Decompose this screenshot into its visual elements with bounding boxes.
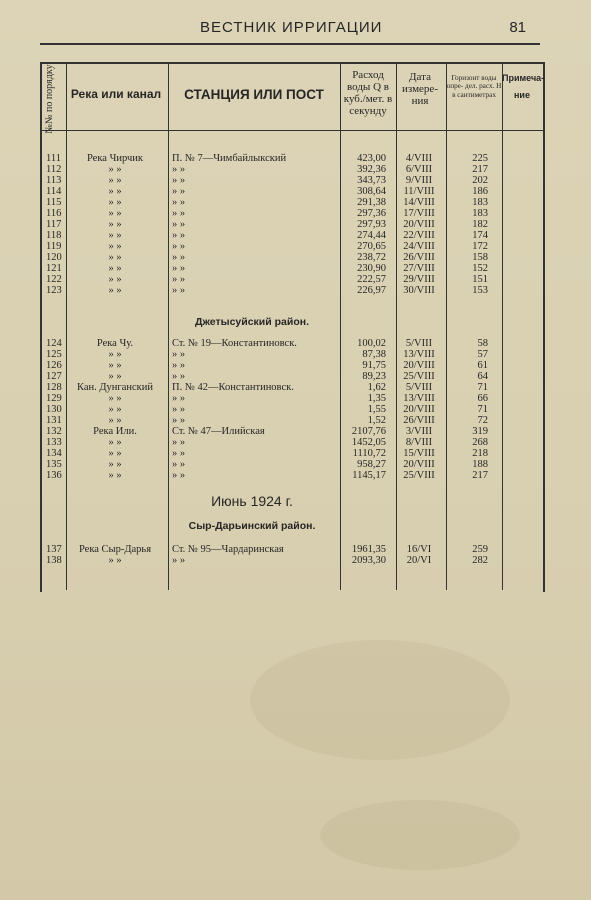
discharge-cell: 1,52 (367, 415, 386, 426)
row-number: 121 (46, 263, 62, 274)
date-cell: 22/VIII (403, 230, 435, 241)
level-cell: 61 (477, 360, 488, 371)
date-cell: 5/VIII (405, 382, 433, 393)
level-cell: 319 (472, 426, 488, 437)
table-row (40, 219, 541, 230)
station-cell: Ст. № 19—Константиновск. (172, 338, 297, 349)
river-cell: » » (108, 274, 122, 285)
table-row (40, 371, 541, 382)
row-number: 119 (46, 241, 62, 252)
river-cell: » » (108, 164, 122, 175)
date-cell: 4/VIII (405, 153, 433, 164)
discharge-cell: 958,27 (357, 459, 386, 470)
date-cell: 17/VIII (403, 208, 435, 219)
date-cell: 20/VI (406, 555, 432, 566)
table-row (40, 252, 541, 263)
river-cell: » » (108, 393, 122, 404)
table-row (40, 349, 541, 360)
river-cell: » » (108, 437, 122, 448)
page-number: 81 (509, 19, 526, 36)
station-cell: » » (172, 230, 186, 241)
river-cell: Река Чирчик (86, 153, 144, 164)
date-cell: 26/VIII (403, 415, 435, 426)
header-number: №№ по порядку (44, 64, 55, 134)
date-cell: 29/VIII (403, 274, 435, 285)
level-cell: 58 (477, 338, 488, 349)
table-row (40, 404, 541, 415)
discharge-cell: 423,00 (357, 153, 386, 164)
row-number: 137 (46, 544, 62, 555)
river-cell: » » (108, 252, 122, 263)
river-cell: » » (108, 349, 122, 360)
row-number: 120 (46, 252, 62, 263)
level-cell: 152 (472, 263, 488, 274)
station-cell: Ст. № 47—Илийская (172, 426, 265, 437)
table-row (40, 175, 541, 186)
level-cell: 72 (477, 415, 488, 426)
date-cell: 8/VIII (405, 437, 433, 448)
date-cell: 20/VIII (403, 219, 435, 230)
discharge-cell: 1,35 (367, 393, 386, 404)
date-cell: 13/VIII (403, 393, 435, 404)
table-row (40, 470, 541, 481)
river-cell: » » (108, 285, 122, 296)
river-cell: » » (108, 415, 122, 426)
date-cell: 20/VIII (403, 360, 435, 371)
discharge-cell: 308,64 (357, 186, 386, 197)
row-number: 129 (46, 393, 62, 404)
station-cell: » » (172, 197, 186, 208)
river-cell: » » (108, 197, 122, 208)
row-number: 136 (46, 470, 62, 481)
table-row (40, 555, 541, 566)
river-cell: » » (108, 371, 122, 382)
row-number: 130 (46, 404, 62, 415)
discharge-cell: 392,36 (357, 164, 386, 175)
station-cell: » » (172, 470, 186, 481)
level-cell: 186 (472, 186, 488, 197)
river-cell: » » (108, 448, 122, 459)
row-number: 113 (46, 175, 62, 186)
table-row (40, 338, 541, 349)
station-cell: » » (172, 285, 186, 296)
river-cell: » » (108, 555, 122, 566)
row-number: 125 (46, 349, 62, 360)
table-row (40, 186, 541, 197)
discharge-cell: 1961,35 (351, 544, 386, 555)
station-cell: П. № 42—Константиновск. (172, 382, 294, 393)
river-cell: » » (108, 219, 122, 230)
row-number: 117 (46, 219, 62, 230)
station-cell: » » (172, 274, 186, 285)
row-number: 134 (46, 448, 62, 459)
date-cell: 30/VIII (403, 285, 435, 296)
station-cell: » » (172, 448, 186, 459)
row-number: 116 (46, 208, 62, 219)
level-cell: 174 (472, 230, 488, 241)
header-note: Примеча- ние (502, 73, 545, 101)
discharge-cell: 1,55 (367, 404, 386, 415)
date-cell: 9/VIII (405, 175, 433, 186)
date-cell: 25/VIII (403, 470, 435, 481)
region-heading: Сыр-Дарьинский район. (188, 520, 316, 532)
table-row (40, 285, 541, 296)
discharge-cell: 91,75 (362, 360, 386, 371)
date-cell: 15/VIII (403, 448, 435, 459)
row-number: 114 (46, 186, 62, 197)
discharge-cell: 297,36 (357, 208, 386, 219)
level-cell: 64 (477, 371, 488, 382)
row-number: 138 (46, 555, 62, 566)
table-row (40, 437, 541, 448)
discharge-cell: 89,23 (362, 371, 386, 382)
station-cell: » » (172, 404, 186, 415)
discharge-cell: 2107,76 (351, 426, 386, 437)
level-cell: 71 (477, 404, 488, 415)
level-cell: 151 (472, 274, 488, 285)
station-cell: » » (172, 555, 186, 566)
date-cell: 11/VIII (403, 186, 435, 197)
row-number: 118 (46, 230, 62, 241)
river-cell: » » (108, 459, 122, 470)
table-row (40, 393, 541, 404)
journal-title: ВЕСТНИК ИРРИГАЦИИ (200, 19, 383, 36)
date-cell: 24/VIII (403, 241, 435, 252)
table-row (40, 164, 541, 175)
level-cell: 183 (472, 208, 488, 219)
river-cell: Кан. Дунганский (76, 382, 153, 393)
river-cell: » » (108, 404, 122, 415)
date-cell: 27/VIII (403, 263, 435, 274)
region-heading: Джетысуйский район. (194, 316, 310, 328)
level-cell: 57 (477, 349, 488, 360)
level-cell: 282 (472, 555, 488, 566)
date-cell: 20/VIII (403, 459, 435, 470)
row-number: 132 (46, 426, 62, 437)
station-cell: » » (172, 437, 186, 448)
header-station: СТАНЦИЯ ИЛИ ПОСТ (184, 87, 324, 102)
row-number: 124 (46, 338, 62, 349)
discharge-cell: 343,73 (357, 175, 386, 186)
table-row (40, 230, 541, 241)
station-cell: » » (172, 241, 186, 252)
row-number: 126 (46, 360, 62, 371)
row-number: 115 (46, 197, 62, 208)
header-date: Дата измере- ния (402, 71, 438, 107)
river-cell: » » (108, 230, 122, 241)
table-row (40, 360, 541, 371)
row-number: 135 (46, 459, 62, 470)
station-cell: » » (172, 349, 186, 360)
row-number: 127 (46, 371, 62, 382)
row-number: 123 (46, 285, 62, 296)
discharge-cell: 291,38 (357, 197, 386, 208)
discharge-cell: 1145,17 (352, 470, 386, 481)
header-level: Горизонт воды опре- дел. расх. H в сантиметрах (446, 74, 502, 99)
table-body (40, 0, 545, 900)
month-heading: Июнь 1924 г. (211, 493, 293, 509)
date-cell: 26/VIII (403, 252, 435, 263)
date-cell: 5/VIII (405, 338, 433, 349)
station-cell: » » (172, 360, 186, 371)
river-cell: Река Или. (93, 426, 137, 437)
river-cell: » » (108, 175, 122, 186)
river-cell: Река Чу. (96, 338, 134, 349)
date-cell: 16/VI (406, 544, 432, 555)
level-cell: 66 (477, 393, 488, 404)
station-cell: » » (172, 459, 186, 470)
table-row (40, 415, 541, 426)
level-cell: 182 (472, 219, 488, 230)
table-row (40, 382, 541, 393)
river-cell: » » (108, 263, 122, 274)
table-row (40, 274, 541, 285)
date-cell: 20/VIII (403, 404, 435, 415)
date-cell: 3/VIII (405, 426, 433, 437)
discharge-cell: 222,57 (357, 274, 386, 285)
station-cell: » » (172, 164, 186, 175)
level-cell: 183 (472, 197, 488, 208)
discharge-cell: 87,38 (362, 349, 386, 360)
row-number: 112 (46, 164, 62, 175)
discharge-cell: 100,02 (357, 338, 386, 349)
station-cell: » » (172, 186, 186, 197)
discharge-cell: 226,97 (357, 285, 386, 296)
table-row (40, 426, 541, 437)
station-cell: » » (172, 415, 186, 426)
station-cell: » » (172, 175, 186, 186)
table-row (40, 263, 541, 274)
discharge-cell: 1110,72 (352, 448, 386, 459)
discharge-cell: 1452,05 (351, 437, 386, 448)
discharge-cell: 2093,30 (351, 555, 386, 566)
discharge-cell: 1,62 (367, 382, 386, 393)
station-cell: » » (172, 252, 186, 263)
station-cell: » » (172, 208, 186, 219)
level-cell: 259 (472, 544, 488, 555)
level-cell: 225 (472, 153, 488, 164)
river-cell: » » (108, 186, 122, 197)
level-cell: 218 (472, 448, 488, 459)
river-cell: » » (108, 208, 122, 219)
station-cell: » » (172, 371, 186, 382)
discharge-cell: 297,93 (357, 219, 386, 230)
table-row (40, 208, 541, 219)
row-number: 133 (46, 437, 62, 448)
level-cell: 153 (472, 285, 488, 296)
date-cell: 14/VIII (403, 197, 435, 208)
date-cell: 6/VIII (405, 164, 433, 175)
level-cell: 217 (472, 470, 488, 481)
station-cell: Ст. № 95—Чардаринская (172, 544, 284, 555)
level-cell: 268 (472, 437, 488, 448)
table-row (40, 544, 541, 555)
level-cell: 217 (472, 164, 488, 175)
discharge-cell: 274,44 (357, 230, 386, 241)
table-row (40, 197, 541, 208)
river-cell: Река Сыр-Дарья (78, 544, 152, 555)
row-number: 122 (46, 274, 62, 285)
row-number: 111 (46, 153, 61, 164)
station-cell: » » (172, 263, 186, 274)
station-cell: » » (172, 393, 186, 404)
header-discharge: Расход воды Q в куб./мет. в секунду (343, 69, 393, 117)
row-number: 131 (46, 415, 62, 426)
header-river: Река или канал (70, 87, 162, 101)
river-cell: » » (108, 470, 122, 481)
level-cell: 158 (472, 252, 488, 263)
date-cell: 13/VIII (403, 349, 435, 360)
level-cell: 172 (472, 241, 488, 252)
row-number: 128 (46, 382, 62, 393)
level-cell: 202 (472, 175, 488, 186)
discharge-cell: 230,90 (357, 263, 386, 274)
table-row (40, 448, 541, 459)
station-cell: » » (172, 219, 186, 230)
river-cell: » » (108, 241, 122, 252)
level-cell: 71 (477, 382, 488, 393)
level-cell: 188 (472, 459, 488, 470)
date-cell: 25/VIII (403, 371, 435, 382)
discharge-cell: 238,72 (357, 252, 386, 263)
table-row (40, 153, 541, 164)
table-row (40, 241, 541, 252)
station-cell: П. № 7—Чимбайлыкский (172, 153, 287, 164)
discharge-cell: 270,65 (357, 241, 386, 252)
river-cell: » » (108, 360, 122, 371)
table-row (40, 459, 541, 470)
